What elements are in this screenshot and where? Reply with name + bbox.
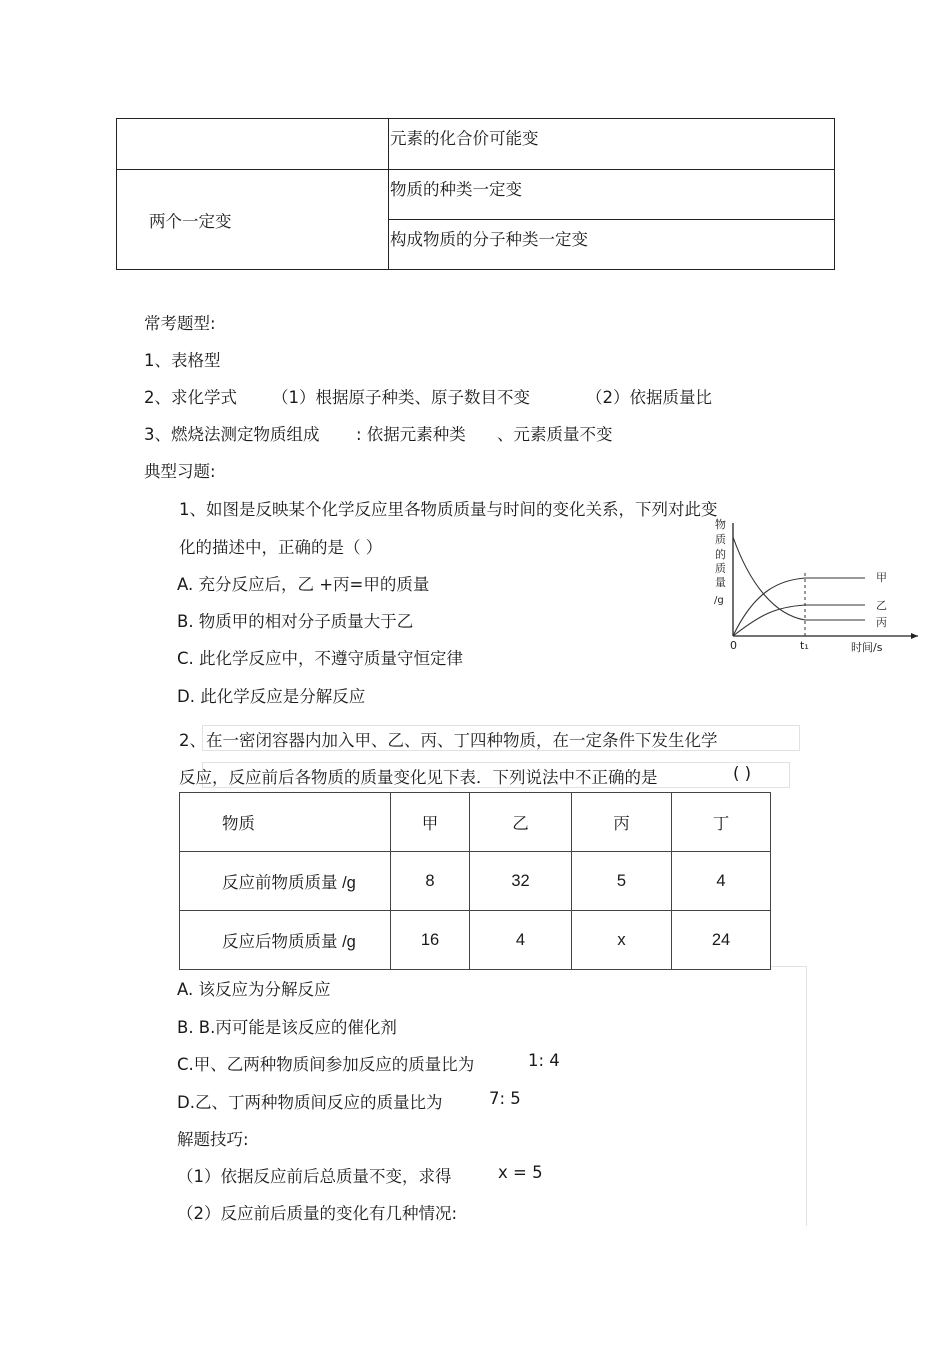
table-header-cell: 丙 (572, 793, 672, 852)
table-row (180, 911, 771, 970)
question-type-2-method-1: （1）根据原子种类、原子数目不变 (272, 388, 530, 407)
table-cell: x (572, 911, 672, 970)
mass-change-table (179, 792, 771, 970)
summary-cell-substance-kind: 物质的种类一定变 (389, 170, 835, 220)
graph-ylabel-char: 质 (715, 533, 726, 546)
graph-ylabel-char: 量 (715, 576, 726, 589)
options-frame-right (806, 966, 807, 1226)
summary-label-two-changes: 两个一定变 (117, 170, 389, 270)
question-type-1: 1、表格型 (144, 351, 221, 370)
q1-option-d: D. 此化学反应是分解反应 (177, 687, 366, 706)
table-cell: 4 (672, 852, 771, 911)
q2-answer-paren: ( ) (733, 764, 752, 783)
summary-cell-empty (117, 119, 389, 170)
tips-step-1: （1）依据反应前后总质量不变，求得 (177, 1167, 452, 1186)
q2-option-b: B. B.丙可能是该反应的催化剂 (177, 1018, 397, 1037)
graph-series-label: 丙 (876, 616, 887, 629)
table-cell: 反应前物质质量 /g (180, 852, 391, 911)
q1-option-a: A. 充分反应后，乙 +丙=甲的质量 (177, 575, 430, 594)
q1-option-b: B. 物质甲的相对分子质量大于乙 (177, 612, 414, 631)
table-header-cell: 乙 (470, 793, 572, 852)
graph-ylabel-unit: /g (714, 595, 724, 606)
tips-step-1-equation: x = 5 (498, 1163, 543, 1182)
question-types-title: 常考题型: (144, 314, 216, 333)
q2-stem-line2: 反应，反应前后各物质的质量变化见下表．下列说法中不正确的是 (179, 768, 658, 787)
table-header-cell: 丁 (672, 793, 771, 852)
table-cell: 16 (391, 911, 470, 970)
q2-option-c-ratio: 1: 4 (528, 1051, 560, 1070)
table-cell: 8 (391, 852, 470, 911)
table-header-cell: 物质 (180, 793, 391, 852)
options-frame-top (771, 966, 807, 967)
summary-cell-valence: 元素的化合价可能变 (389, 119, 835, 170)
graph-x-label: 时间/s (851, 641, 883, 654)
graph-t1-label: t₁ (800, 639, 809, 652)
mass-time-graph (705, 515, 920, 660)
table-cell: 24 (672, 911, 771, 970)
tips-step-2: （2）反应前后质量的变化有几种情况: (177, 1204, 458, 1223)
table-row (180, 793, 771, 852)
question-type-3-basis-a: : 依据元素种类 (356, 425, 466, 444)
graph-series-label: 乙 (876, 599, 887, 612)
examples-title: 典型习题: (144, 462, 216, 481)
graph-series-label: 甲 (876, 571, 887, 584)
q2-option-d-ratio: 7: 5 (489, 1089, 521, 1108)
summary-table (116, 118, 835, 270)
graph-ylabel-char: 物 (715, 518, 726, 531)
question-type-3: 3、燃烧法测定物质组成 (144, 425, 320, 444)
table-cell: 反应后物质质量 /g (180, 911, 391, 970)
q1-stem-line2: 化的描述中，正确的是（ ） (179, 538, 383, 557)
table-row (180, 852, 771, 911)
summary-cell-molecule-kind: 构成物质的分子种类一定变 (389, 220, 835, 270)
table-cell: 4 (470, 911, 572, 970)
q2-option-c: C.甲、乙两种物质间参加反应的质量比为 (177, 1055, 475, 1074)
q1-stem-line1: 1、如图是反映某个化学反应里各物质质量与时间的变化关系，下列对此变 (179, 500, 718, 519)
q2-stem-line1: 2、在一密闭容器内加入甲、乙、丙、丁四种物质，在一定条件下发生化学 (179, 731, 718, 750)
graph-x-arrow (911, 633, 918, 639)
question-type-3-basis-b: 、元素质量不变 (497, 425, 613, 444)
q2-option-d: D.乙、丁两种物质间反应的质量比为 (177, 1093, 443, 1112)
graph-ylabel-char: 质 (715, 562, 726, 575)
q1-option-c: C. 此化学反应中，不遵守质量守恒定律 (177, 649, 464, 668)
tips-title: 解题技巧: (177, 1130, 249, 1149)
graph-origin-label: 0 (730, 639, 737, 652)
q2-option-a: A. 该反应为分解反应 (177, 980, 331, 999)
question-type-2: 2、求化学式 (144, 388, 237, 407)
question-type-2-method-2: （2）依据质量比 (586, 388, 712, 407)
graph-ylabel-char: 的 (715, 548, 726, 561)
graph-curve-jia (733, 578, 865, 636)
table-cell: 32 (470, 852, 572, 911)
table-cell: 5 (572, 852, 672, 911)
table-header-cell: 甲 (391, 793, 470, 852)
